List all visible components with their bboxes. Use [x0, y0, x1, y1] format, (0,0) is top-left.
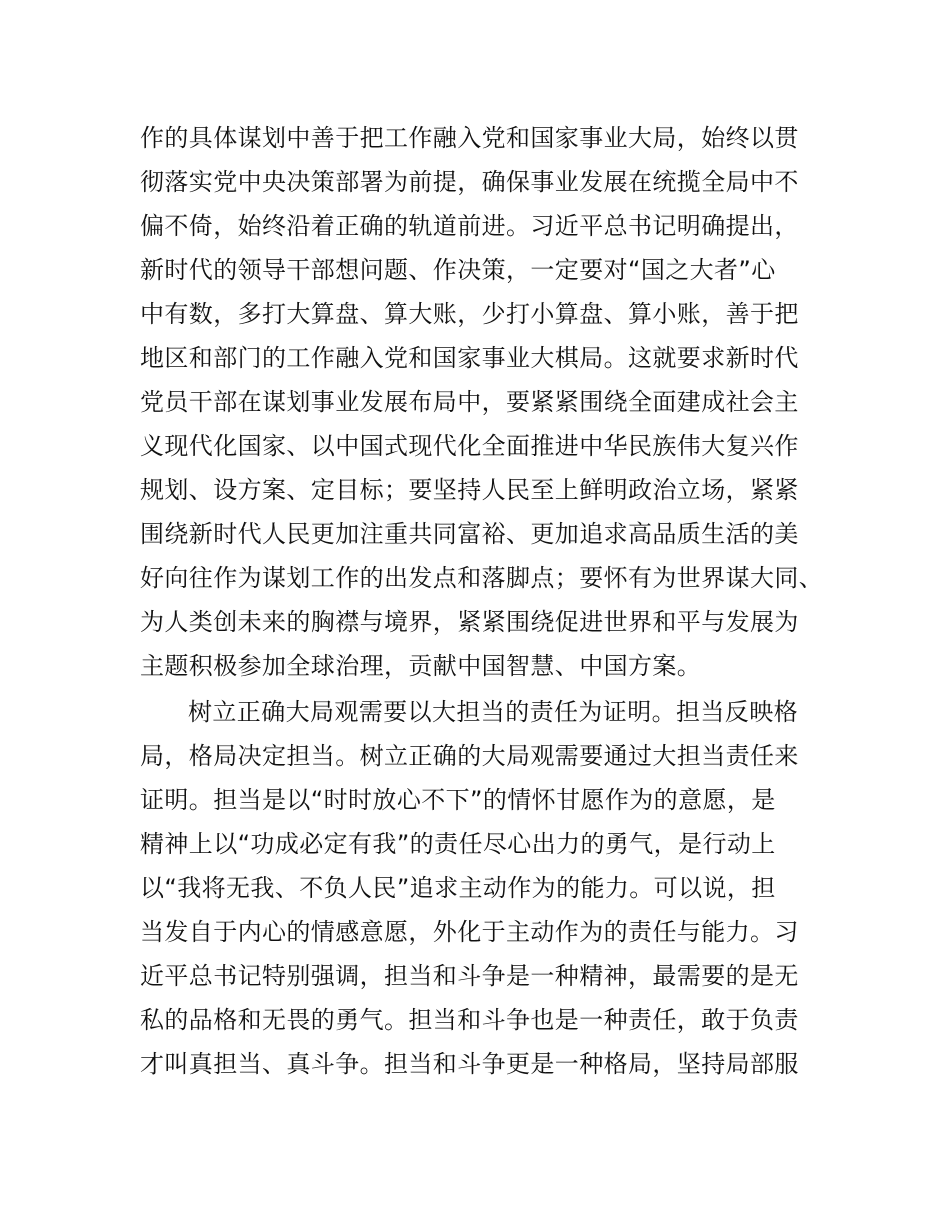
text-line: 私的品格和无畏的勇气。担当和斗争也是一种责任，敢于负责	[140, 1006, 799, 1034]
text-line: 新时代的领导干部想问题、作决策，一定要对“国之大者”心	[140, 256, 776, 284]
text-line: 规划、设方案、定目标；要坚持人民至上鲜明政治立场，紧紧	[140, 476, 799, 504]
paragraph-responsibility	[140, 690, 820, 1086]
text-line: 地区和部门的工作融入党和国家事业大棋局。这就要求新时代	[140, 344, 799, 372]
text-line: 证明。担当是以“时时放心不下”的情怀甘愿作为的意愿，是	[140, 786, 776, 814]
text-line: 精神上以“功成必定有我”的责任尽心出力的勇气，是行动上	[140, 830, 776, 858]
text-line: 党员干部在谋划事业发展布局中，要紧紧围绕全面建成社会主	[140, 388, 799, 416]
text-line: 好向往作为谋划工作的出发点和落脚点；要怀有为世界谋大同、	[140, 564, 824, 592]
text-line: 彻落实党中央决策部署为前提，确保事业发展在统揽全局中不	[140, 168, 799, 196]
text-line-first: 树立正确大局观需要以大担当的责任为证明。担当反映格	[188, 698, 798, 726]
text-line: 才叫真担当、真斗争。担当和斗争更是一种格局，坚持局部服	[140, 1050, 799, 1078]
text-line: 作的具体谋划中善于把工作融入党和国家事业大局，始终以贯	[140, 124, 799, 152]
text-line: 围绕新时代人民更加注重共同富裕、更加追求高品质生活的美	[140, 520, 799, 548]
text-line: 主题积极参加全球治理，贡献中国智慧、中国方案。	[140, 652, 702, 680]
text-line: 近平总书记特别强调，担当和斗争是一种精神，最需要的是无	[140, 962, 799, 990]
text-line: 以“我将无我、不负人民”追求主动作为的能力。可以说，担	[140, 874, 776, 902]
text-line: 局，格局决定担当。树立正确的大局观需要通过大担当责任来	[140, 742, 799, 770]
paragraph-continuation	[140, 116, 824, 688]
text-line: 当发自于内心的情感意愿，外化于主动作为的责任与能力。习	[140, 918, 799, 946]
text-line: 义现代化国家、以中国式现代化全面推进中华民族伟大复兴作	[140, 432, 799, 460]
text-line: 为人类创未来的胸襟与境界，紧紧围绕促进世界和平与发展为	[140, 608, 799, 636]
text-line: 偏不倚，始终沿着正确的轨道前进。习近平总书记明确提出，	[140, 212, 799, 240]
text-line: 中有数，多打大算盘、算大账，少打小算盘、算小账，善于把	[140, 300, 799, 328]
